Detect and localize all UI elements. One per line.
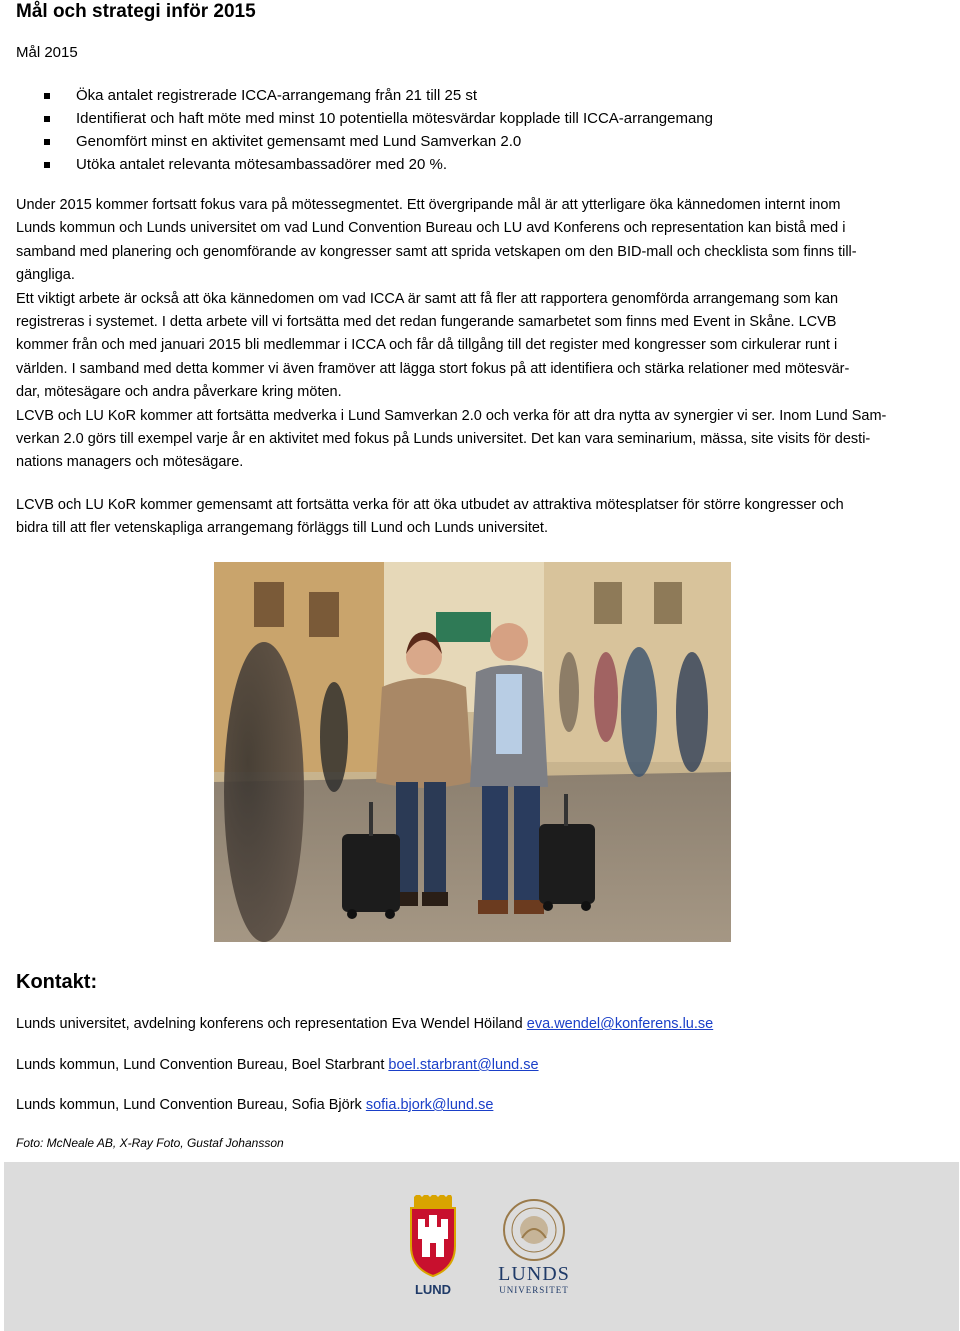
goal-item: Genomfört minst en aktivitet gemensamt med Lund Samverkan 2.0	[44, 130, 713, 153]
lund-kommun-logo	[408, 1195, 458, 1297]
svg-text:LUND: LUND	[414, 1282, 452, 1297]
goals-heading: Mål 2015	[16, 44, 78, 61]
photo-credit: Foto: McNeale AB, X-Ray Foto, Gustaf Johansson	[16, 1136, 284, 1150]
email-link[interactable]: boel.starbrant@lund.se	[388, 1057, 539, 1073]
contact-line: Lunds universitet, avdelning konferens och representation Eva Wendel Höiland eva.wendel@konferens.lu.se	[16, 1016, 714, 1032]
goal-item: Öka antalet registrerade ICCA-arrangemang från 21 till 25 st	[44, 84, 713, 107]
goal-item: Identifierat och haft möte med minst 10 potentiella mötesvärdar kopplade till ICCA-arrangemang	[44, 107, 713, 130]
svg-text:LUNDS: LUNDS	[498, 1263, 570, 1285]
square-bullet-icon	[44, 139, 50, 145]
contact-heading: Kontakt:	[16, 971, 98, 993]
goals-list	[44, 84, 713, 176]
footer-band	[4, 1162, 959, 1331]
collaboration-paragraph: LCVB och LU KoR kommer gemensamt att fortsätta verka för att öka utbudet av attraktiva mötesplatser för större kongresser och bidra till att fler vetenskapliga arrangemang förläggs till Lund och Lunds universitet.	[16, 497, 844, 537]
lunds-universitet-logo	[492, 1198, 576, 1296]
strategy-paragraph: Under 2015 kommer fortsatt fokus vara på mötessegmentet. Ett övergripande mål är att ytterligare öka kännedomen internt inom Lunds kommun och Lunds universitet om vad Lund Convention Bureau och LU avd Konferens och representation kan bistå med i samband med planering och genomförande av kongresser samt att sprida vetskapen om den BID-mall och checklista som finns till- gängliga. Ett viktigt arbete är också att öka kännedomen om vad ICCA är samt att få fler att rapportera genomförda arrangemang som kan registreras i systemet. I detta arbete vill vi fortsätta med det redan fungerande samarbetet som finns med Event in Skåne. LCVB kommer från och med januari 2015 bli medlemmar i ICCA och får då tillgång till det register med kongresser som cirkulerar runt i världen. I samband med detta kommer vi även framöver att lägga stort fokus på att identifiera och stärka relationer med mötesvär- dar, mötesägare och andra påverkare kring möten. LCVB och LU KoR kommer att fortsätta medverka i Lund Samverkan 2.0 och verka för att dra nytta av synergier vi ser. Inom Lund Sam- verkan 2.0 görs till exempel varje år en aktivitet med fokus på Lunds universitet. Det kan vara seminarium, mässa, site visits för desti- nations managers och mötesägare.	[16, 197, 887, 471]
square-bullet-icon	[44, 116, 50, 122]
email-link[interactable]: sofia.bjork@lund.se	[365, 1097, 494, 1113]
svg-text:UNIVERSITET: UNIVERSITET	[499, 1285, 569, 1295]
email-link[interactable]: eva.wendel@konferens.lu.se	[526, 1016, 714, 1032]
street-photo	[214, 562, 731, 942]
square-bullet-icon	[44, 93, 50, 99]
contact-line: Lunds kommun, Lund Convention Bureau, Sofia Björk sofia.bjork@lund.se	[16, 1097, 494, 1113]
contact-line: Lunds kommun, Lund Convention Bureau, Boel Starbrant boel.starbrant@lund.se	[16, 1057, 539, 1073]
goal-item: Utöka antalet relevanta mötesambassadörer med 20 %.	[44, 153, 713, 176]
page-title: Mål och strategi inför 2015	[16, 1, 256, 22]
square-bullet-icon	[44, 162, 50, 168]
